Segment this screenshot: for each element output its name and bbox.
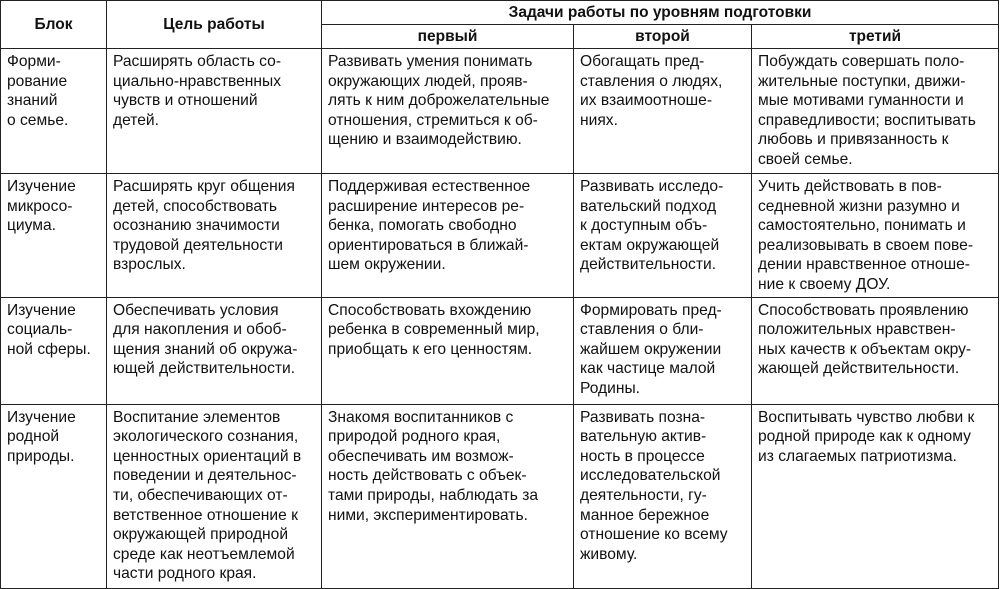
cell-line: отношение ко всему xyxy=(580,526,728,544)
cell-line: окружающей природной xyxy=(113,526,289,544)
cell-line: ние к своему ДОУ. xyxy=(758,275,891,293)
cell-line: к доступным объ- xyxy=(580,217,708,235)
cell-line: исследовательской xyxy=(580,467,721,485)
level2-cell xyxy=(574,49,752,174)
level2-cell xyxy=(574,174,752,298)
cell-line: Учить действовать в пов- xyxy=(758,178,942,195)
level3-cell xyxy=(752,404,999,588)
cell-line: Воспитание элементов xyxy=(113,408,281,426)
cell-line: Форми- xyxy=(7,53,61,70)
cell-line: детей. xyxy=(113,111,159,129)
cell-line: расширение интересов ре- xyxy=(328,197,525,215)
goal-cell xyxy=(107,297,322,404)
cell-line: жайшем окружении xyxy=(580,340,722,358)
cell-line: шем окружении. xyxy=(328,256,446,274)
cell-line: реализовывать в своем пове- xyxy=(758,236,974,254)
cell-line: лять к ним доброжелательные xyxy=(328,92,550,110)
cell-line: взрослых. xyxy=(113,256,186,274)
cell-line: Изучение xyxy=(7,178,76,195)
table-row xyxy=(1,174,999,298)
cell-line: ность действовать с объек- xyxy=(328,467,527,485)
cell-line: природы. xyxy=(7,447,75,465)
block-cell xyxy=(1,49,107,174)
cell-line: ектам окружающей xyxy=(580,236,720,254)
cell-line: социаль- xyxy=(7,321,73,339)
cell-line: из слагаемых патриотизма. xyxy=(758,447,957,465)
cell-line: Изучение xyxy=(7,408,76,426)
cell-line: ющей действительности. xyxy=(113,360,296,378)
level3-cell xyxy=(752,49,999,174)
cell-line: вательную актив- xyxy=(580,428,707,446)
cell-line: Обеспечивать условия xyxy=(113,301,279,319)
cell-line: ветственное отношение к xyxy=(113,506,298,524)
cell-line: вательский подход xyxy=(580,197,717,215)
cell-line: осознанию значимости xyxy=(113,217,280,235)
cell-line: ними, экспериментировать. xyxy=(328,506,528,524)
cell-line: седневной жизни разумно и xyxy=(758,197,960,215)
goal-cell xyxy=(107,174,322,298)
cell-line: Способствовать вхождению xyxy=(328,301,532,319)
level3-cell xyxy=(752,174,999,298)
cell-line: циально-нравственных xyxy=(113,72,282,90)
header-level-second: второй xyxy=(574,25,752,49)
level1-cell xyxy=(322,174,574,298)
cell-line: среде как неотъемлемой xyxy=(113,545,295,563)
cell-line: ных качеств к объектам окру- xyxy=(758,340,972,358)
cell-line: окружающих людей, прояв- xyxy=(328,72,528,90)
cell-line: Способствовать проявлению xyxy=(758,301,969,319)
cell-line: части родного края. xyxy=(113,565,257,583)
table-row xyxy=(1,49,999,174)
cell-line: для накопления и обоб- xyxy=(113,321,287,339)
cell-line: жающей действительности. xyxy=(758,360,960,378)
cell-line: ценностных ориентаций в xyxy=(113,447,302,465)
cell-line: Побуждать совершать поло- xyxy=(758,53,965,70)
cell-line: чувств и отношений xyxy=(113,92,258,110)
header-goal: Цель работы xyxy=(107,1,322,49)
table-row xyxy=(1,297,999,404)
cell-line: Развивать исследо- xyxy=(580,178,724,195)
cell-line: действительности. xyxy=(580,256,717,274)
cell-line: приобщать к его ценностям. xyxy=(328,340,533,358)
cell-line: ниях. xyxy=(580,111,618,129)
cell-line: самостоятельно, понимать и xyxy=(758,217,966,235)
cell-line: рование xyxy=(7,72,68,90)
level3-cell xyxy=(752,297,999,404)
cell-line: как частице малой xyxy=(580,360,716,378)
cell-line: мые мотивами гуманности и xyxy=(758,92,964,110)
cell-line: Расширять область со- xyxy=(113,53,282,70)
cell-line: трудовой деятельности xyxy=(113,236,284,254)
cell-line: щения знаний об окружа- xyxy=(113,340,298,358)
cell-line: отношения, стремиться к об- xyxy=(328,111,538,129)
cell-line: ной сферы. xyxy=(7,340,91,358)
cell-line: деятельности, гу- xyxy=(580,486,707,504)
cell-line: о семье. xyxy=(7,111,69,129)
cell-line: Формировать пред- xyxy=(580,301,722,319)
cell-line: Изучение xyxy=(7,301,76,319)
level2-cell xyxy=(574,297,752,404)
cell-line: ребенка в современный мир, xyxy=(328,321,540,339)
cell-line: природой родного края, xyxy=(328,428,501,446)
cell-line: живому. xyxy=(580,545,638,563)
cell-line: жительные поступки, движи- xyxy=(758,72,966,90)
cell-line: Развивать позна- xyxy=(580,408,706,426)
cell-line: манное бережное xyxy=(580,506,710,524)
level1-cell xyxy=(322,297,574,404)
level2-cell xyxy=(574,404,752,588)
cell-line: бенка, помогать свободно xyxy=(328,217,517,235)
cell-line: циума. xyxy=(7,217,56,235)
cell-line: ставления о бли- xyxy=(580,321,704,339)
cell-line: щению и взаимодействию. xyxy=(328,131,522,149)
header-level-first: первый xyxy=(322,25,574,49)
cell-line: положительных нравствен- xyxy=(758,321,956,339)
cell-line: родной xyxy=(7,428,60,446)
cell-line: Родины. xyxy=(580,379,641,397)
header-block: Блок xyxy=(1,1,107,49)
table-row xyxy=(1,404,999,588)
cell-line: их взаимоотноше- xyxy=(580,92,713,110)
cell-line: тами природы, наблюдать за xyxy=(328,486,539,504)
block-cell xyxy=(1,404,107,588)
cell-line: Расширять круг общения xyxy=(113,178,295,195)
cell-line: ти, обеспечивающих от- xyxy=(113,486,288,504)
cell-line: Поддерживая естественное xyxy=(328,178,531,195)
cell-line: экологического сознания, xyxy=(113,428,299,446)
cell-line: справедливости; воспитывать xyxy=(758,111,976,129)
goal-cell xyxy=(107,404,322,588)
cell-line: микросо- xyxy=(7,197,73,215)
cell-line: поведении и деятельнос- xyxy=(113,467,297,485)
cell-line: ориентироваться в ближай- xyxy=(328,236,529,254)
cell-line: ность в процессе xyxy=(580,447,705,465)
header-row-top xyxy=(1,1,999,25)
cell-line: родной природе как к одному xyxy=(758,428,971,446)
header-tasks: Задачи работы по уровням подготовки xyxy=(322,1,999,25)
cell-line: Обогащать пред- xyxy=(580,53,705,70)
level1-cell xyxy=(322,49,574,174)
cell-line: Знакомя воспитанников с xyxy=(328,408,514,426)
block-cell xyxy=(1,174,107,298)
header-level-third: третий xyxy=(752,25,999,49)
cell-line: своей семье. xyxy=(758,150,853,168)
cell-line: детей, способствовать xyxy=(113,197,278,215)
cell-line: обеспечивать им возмож- xyxy=(328,447,514,465)
cell-line: знаний xyxy=(7,92,58,110)
cell-line: дении нравственное отноше- xyxy=(758,256,970,274)
level1-cell xyxy=(322,404,574,588)
cell-line: Развивать умения понимать xyxy=(328,53,533,70)
block-cell xyxy=(1,297,107,404)
cell-line: ставления о людях, xyxy=(580,72,723,90)
cell-line: любовь и привязанность к xyxy=(758,131,949,149)
goal-cell xyxy=(107,49,322,174)
cell-line: Воспитывать чувство любви к xyxy=(758,408,975,426)
